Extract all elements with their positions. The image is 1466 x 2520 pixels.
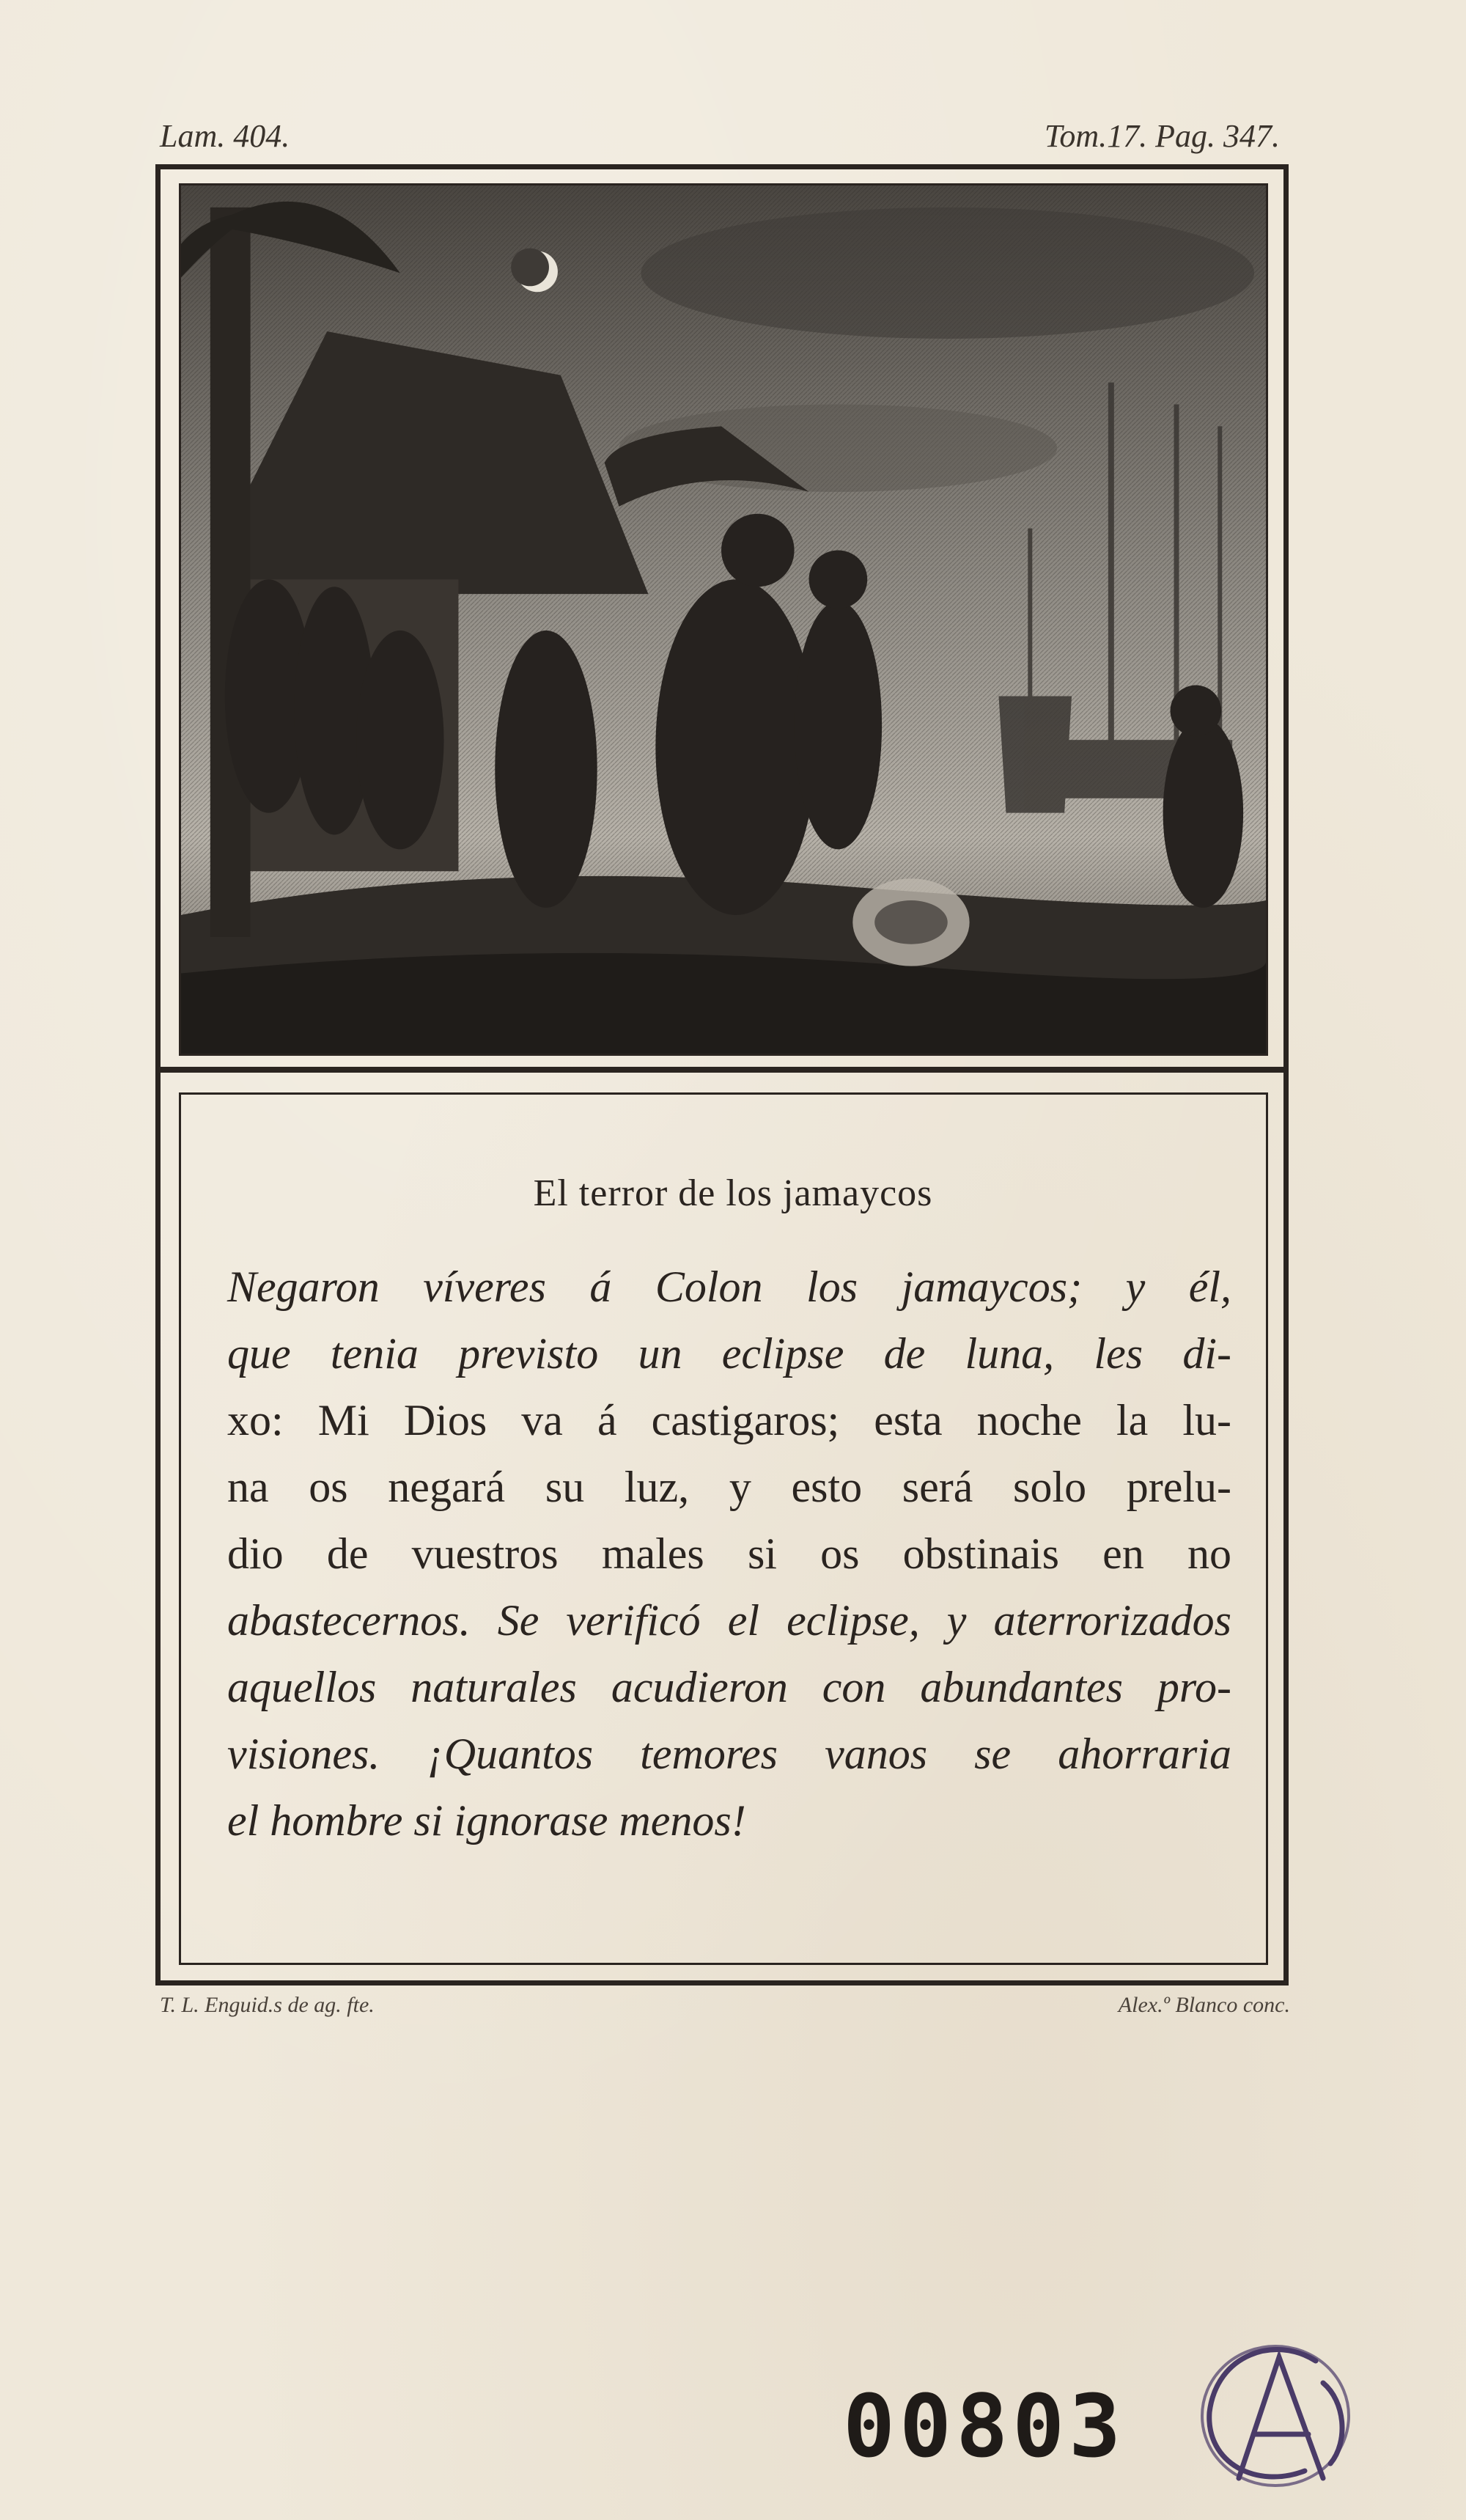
caption-line: aquellos naturales acudieron con abundantes pro- xyxy=(227,1663,1231,1711)
engraver-credit: T. L. Enguid.s de ag. fte. xyxy=(160,1993,375,2017)
caption-line: visiones. ¡Quantos temores vanos se ahorraria xyxy=(227,1730,1231,1778)
caption-title: El terror de los jamaycos xyxy=(533,1172,933,1214)
monogram-stamp-icon xyxy=(1187,2332,1363,2500)
plate-number: Lam. 404. xyxy=(160,118,290,154)
caption-line: abastecernos. Se verificó el eclipse, y aterrorizados xyxy=(227,1596,1231,1645)
designer-credit: Alex.º Blanco conc. xyxy=(1118,1993,1290,2017)
caption-line: Negaron víveres á Colon los jamaycos; y él, xyxy=(227,1263,1231,1311)
eclipse-scene-picture xyxy=(181,185,1266,1054)
caption-text xyxy=(227,1254,1231,1854)
volume-page-reference: Tom.17. Pag. 347. xyxy=(1044,118,1280,154)
caption-line: xo: Mi Dios va á castigaros; esta noche la lu- xyxy=(227,1396,1231,1444)
inventory-number-stamp: 00803 xyxy=(843,2376,1126,2477)
caption-line: el hombre si ignorase menos! xyxy=(227,1796,746,1845)
caption-line: dio de vuestros males si os obstinais en no xyxy=(227,1529,1231,1578)
caption-line: que tenia previsto un eclipse de luna, les di- xyxy=(227,1329,1231,1378)
engraving-illustration xyxy=(179,183,1268,1056)
caption-line: na os negará su luz, y esto será solo prelu- xyxy=(227,1463,1231,1511)
frame-divider xyxy=(155,1067,1289,1073)
